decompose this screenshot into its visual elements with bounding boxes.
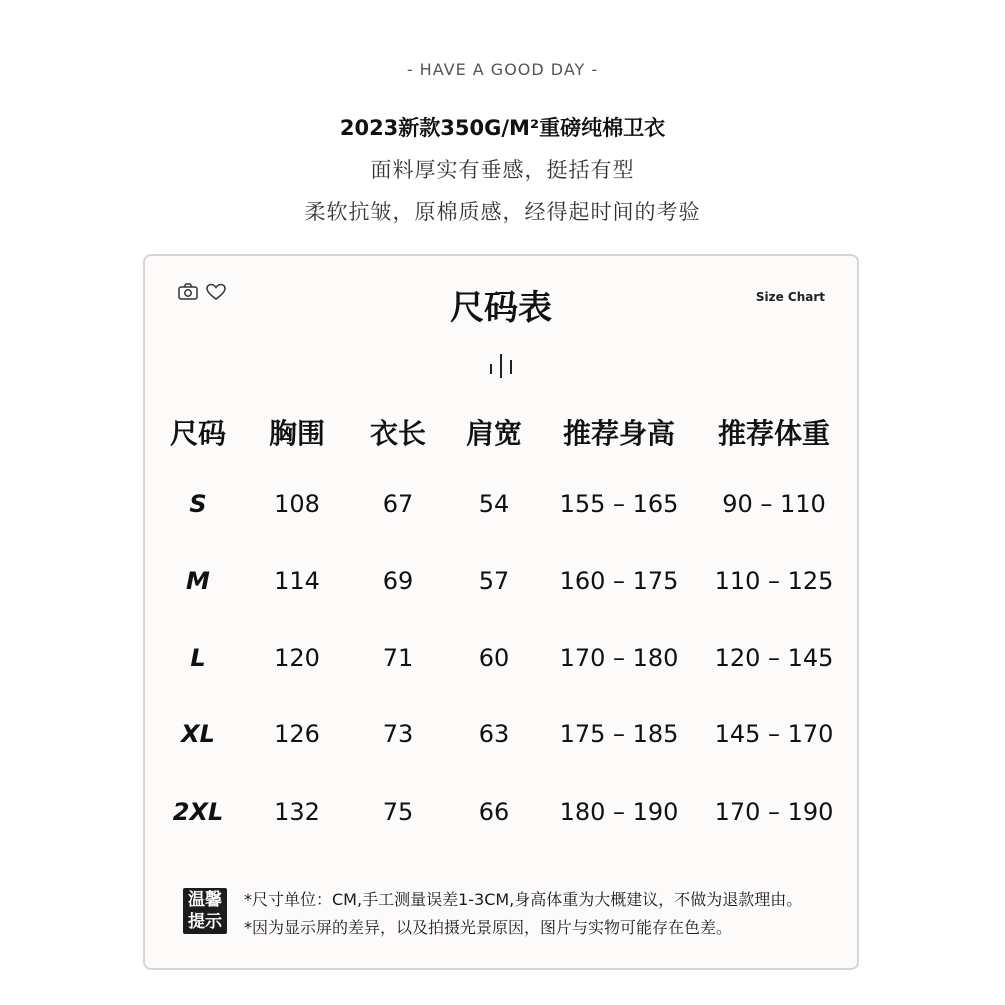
chest-value: 126 — [274, 720, 320, 748]
notice-badge-line-2: 提示 — [188, 912, 222, 932]
length-value: 67 — [382, 490, 414, 518]
tagline: - HAVE A GOOD DAY - — [406, 60, 599, 79]
table-row — [145, 490, 857, 526]
chest-value: 114 — [274, 567, 320, 595]
length-value: 75 — [382, 798, 414, 826]
weight-range: 120 – 145 — [714, 644, 834, 672]
shoulder-value: 57 — [478, 567, 510, 595]
column-header-chest: 胸围 — [268, 417, 325, 450]
notice-badge-line-1: 温馨 — [188, 890, 222, 910]
divider-mark-icon — [485, 352, 517, 380]
size-label: M — [186, 567, 210, 595]
size-chart-card — [143, 254, 859, 970]
notes — [244, 886, 844, 942]
weight-range: 110 – 125 — [714, 567, 834, 595]
size-label: L — [190, 644, 206, 672]
table-header — [145, 412, 857, 452]
column-header-height: 推荐身高 — [562, 417, 675, 450]
card-subtitle: Size Chart — [755, 290, 825, 304]
table-row — [145, 798, 857, 834]
length-value: 69 — [382, 567, 414, 595]
feature-line-1: 面料厚实有垂感，挺括有型 — [370, 158, 635, 182]
note-color: *因为显示屏的差异，以及拍摄光景原因，图片与实物可能存在色差。 — [244, 918, 733, 937]
height-range: 175 – 185 — [559, 720, 679, 748]
product-headline: 2023新款350G/M²重磅纯棉卫衣 — [339, 116, 666, 140]
height-range: 180 – 190 — [559, 798, 679, 826]
notice-badge — [183, 888, 227, 934]
height-range: 170 – 180 — [559, 644, 679, 672]
card-title: 尺码表 — [450, 288, 552, 328]
feature-line-2: 柔软抗皱，原棉质感，经得起时间的考验 — [304, 200, 701, 224]
shoulder-value: 66 — [478, 798, 510, 826]
column-header-length: 衣长 — [369, 417, 426, 450]
weight-range: 145 – 170 — [714, 720, 834, 748]
shoulder-value: 63 — [478, 720, 510, 748]
length-value: 73 — [382, 720, 414, 748]
chest-value: 120 — [274, 644, 320, 672]
chest-value: 108 — [274, 490, 320, 518]
table-row — [145, 644, 857, 680]
size-label: S — [189, 490, 207, 518]
table-row — [145, 720, 857, 756]
table-row — [145, 567, 857, 603]
chest-value: 132 — [274, 798, 320, 826]
note-unit: *尺寸单位：CM,手工测量误差1-3CM,身高体重为大概建议，不做为退款理由。 — [244, 890, 803, 909]
size-label: 2XL — [172, 798, 224, 826]
shoulder-value: 60 — [478, 644, 510, 672]
column-header-shoulder: 肩宽 — [465, 417, 522, 450]
weight-range: 90 – 110 — [722, 490, 826, 518]
size-label: XL — [181, 720, 215, 748]
weight-range: 170 – 190 — [714, 798, 834, 826]
height-range: 160 – 175 — [559, 567, 679, 595]
column-header-weight: 推荐体重 — [717, 417, 830, 450]
height-range: 155 – 165 — [559, 490, 679, 518]
column-header-size: 尺码 — [169, 417, 226, 450]
shoulder-value: 54 — [478, 490, 510, 518]
length-value: 71 — [382, 644, 414, 672]
